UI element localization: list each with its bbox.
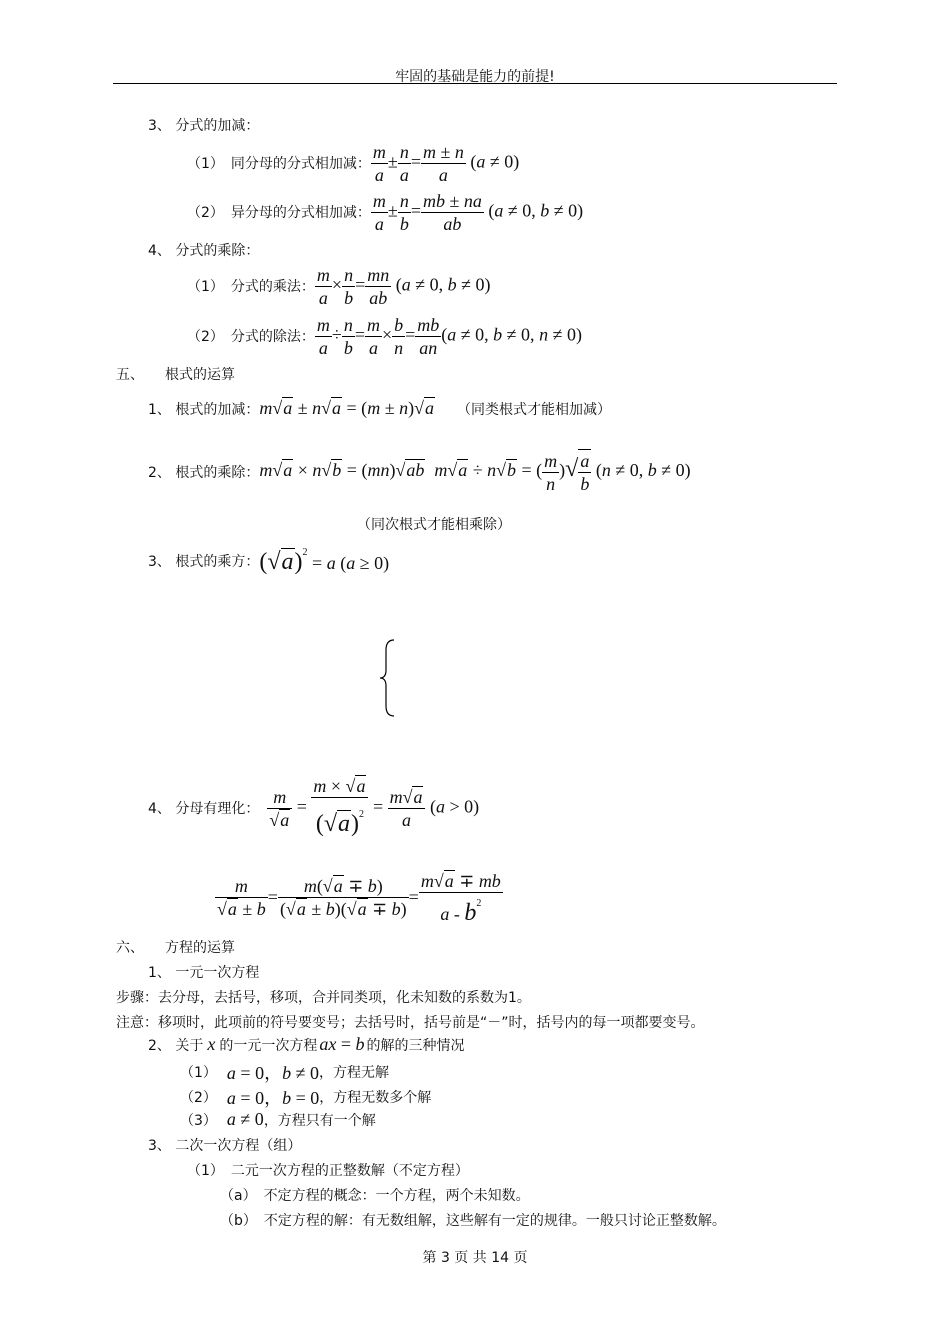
- sec6-line2-pre: 2、 关于: [148, 1037, 204, 1054]
- s4-item2-label: （2） 分式的除法：: [187, 329, 315, 345]
- curly-brace-icon: [378, 638, 398, 718]
- sec6-line2-post: 的解的三种情况: [366, 1037, 465, 1054]
- page-footer: 第 3 页 共 14 页: [422, 1250, 528, 1266]
- s3-item2: [187, 189, 583, 235]
- sec5-line2-note: （同次根式才能相乘除）: [357, 517, 511, 533]
- s4-item2: [187, 313, 582, 359]
- case-2-index: （2）: [180, 1090, 217, 1106]
- sec6-note: 注意：移项时，此项前的符号要变号；去括号时，括号前是“－”时，括号内的每一项都要变号。: [116, 1015, 705, 1031]
- s3-item1-label: （1） 同分母的分式相加减：: [187, 156, 371, 172]
- sec5-line3: [148, 544, 389, 578]
- formula-radical-addsub: m√a ± n√a = (m ± n)√a: [259, 398, 434, 418]
- sec6-title: 六、 方程的运算: [116, 940, 235, 956]
- sec6-line3-1: （1） 二元一次方程的正整数解（不定方程）: [187, 1163, 469, 1179]
- formula-fraction-divide: $\frac{m}{a}$ ÷ $\frac{n}{b}$ = $\frac{m}{a}$ × $\frac{b}{n}$ = $\frac{mb}{an}$ (a ≠ 0, b ≠ 0, n ≠ 0): [316, 314, 582, 358]
- sec5-line4-label: 4、 分母有理化：: [148, 801, 260, 817]
- formula-same-denominator: $\frac{m}{a}$ ± $\frac{n}{a}$ = $\frac{m \pm n}{a}$ (a ≠ 0): [372, 141, 520, 185]
- formula-rationalize-2: $\frac{m}{√a \pm b}$ = $\frac{m(√a \mp b)}{(√a \pm b)(√a \mp b)}$ = $\frac{m√a \mp mb}{a - b^2}$: [217, 870, 501, 926]
- formula-diff-denominator: $\frac{m}{a}$ ± $\frac{n}{b}$ = $\frac{mb \pm na}{ab}$ (a ≠ 0, b ≠ 0): [372, 190, 584, 234]
- sec6-line2: [148, 1034, 465, 1055]
- case-3-condition: a ≠ 0: [226, 1109, 264, 1129]
- header-rule: [113, 83, 837, 84]
- s4-item1-label: （1） 分式的乘法：: [187, 279, 315, 295]
- sec5-line1-label: 1、 根式的加减：: [148, 401, 260, 418]
- sec6-steps: 步骤：去分母，去括号，移项，合并同类项，化未知数的系数为1。: [116, 990, 531, 1006]
- case-1-index: （1）: [180, 1065, 217, 1081]
- s4-title: 4、 分式的乘除：: [148, 243, 260, 259]
- sec6-line1: 1、 一元一次方程: [148, 965, 260, 981]
- sec5-title: 五、 根式的运算: [116, 367, 235, 383]
- case-2: [180, 1084, 431, 1110]
- formula-rationalize-1: $\frac{m}{√a}$ = $\frac{m \times √a}{(√a)^2}$ = $\frac{m√a}{a}$ (a > 0): [269, 775, 480, 837]
- sec5-line3-label: 3、 根式的乘方：: [148, 554, 260, 570]
- sec5-line1: [148, 398, 611, 419]
- sec5-line4: [148, 774, 479, 842]
- case-2-condition: a = 0，b = 0: [226, 1088, 320, 1108]
- s3-title: 3、 分式的加减：: [148, 118, 260, 134]
- page-header: 牢固的基础是能力的前提!: [395, 69, 555, 85]
- case-1-condition: a = 0，b ≠ 0: [226, 1063, 319, 1083]
- case-3-text: ，方程只有一个解: [263, 1112, 376, 1129]
- formula-radical-muldiv: m√a × n√b = (mn)√ab m√a ÷ n√b = ( $\frac{m}{n}$ )√ $\frac{a}{b}$ (n ≠ 0, b ≠ 0): [259, 450, 691, 494]
- sec6-line3-a: （a） 不定方程的概念：一个方程，两个未知数。: [220, 1188, 530, 1204]
- var-x: x: [207, 1034, 216, 1054]
- sec6-line2-mid: 的一元一次方程: [219, 1037, 318, 1054]
- case-3-index: （3）: [180, 1112, 217, 1129]
- formula-radical-power: $(√a)^2 = a$ (a ≥ 0): [259, 546, 390, 575]
- s3-item2-label: （2） 异分母的分式相加减：: [187, 205, 371, 221]
- sec6-line3: 3、 二次一次方程（组）: [148, 1138, 302, 1154]
- case-3: [180, 1109, 376, 1130]
- case-2-text: ，方程无数多个解: [319, 1090, 432, 1106]
- s3-item1: [187, 140, 519, 186]
- case-1: [180, 1059, 389, 1085]
- s4-item1: [187, 263, 491, 309]
- sec6-line3-b: （b） 不定方程的解：有无数组解，这些解有一定的规律。一般只讨论正整数解。: [220, 1213, 726, 1229]
- equation-ax-b: ax = b: [319, 1034, 365, 1054]
- sec5-line1-note: （同类根式才能相加减）: [456, 401, 611, 418]
- case-1-text: ，方程无解: [318, 1065, 389, 1081]
- sec5-line2: [148, 446, 691, 498]
- sec5-line2-label: 2、 根式的乘除：: [148, 465, 260, 481]
- formula-fraction-multiply: $\frac{m}{a}$ × $\frac{n}{b}$ = $\frac{mn}{ab}$ (a ≠ 0, b ≠ 0): [316, 264, 491, 308]
